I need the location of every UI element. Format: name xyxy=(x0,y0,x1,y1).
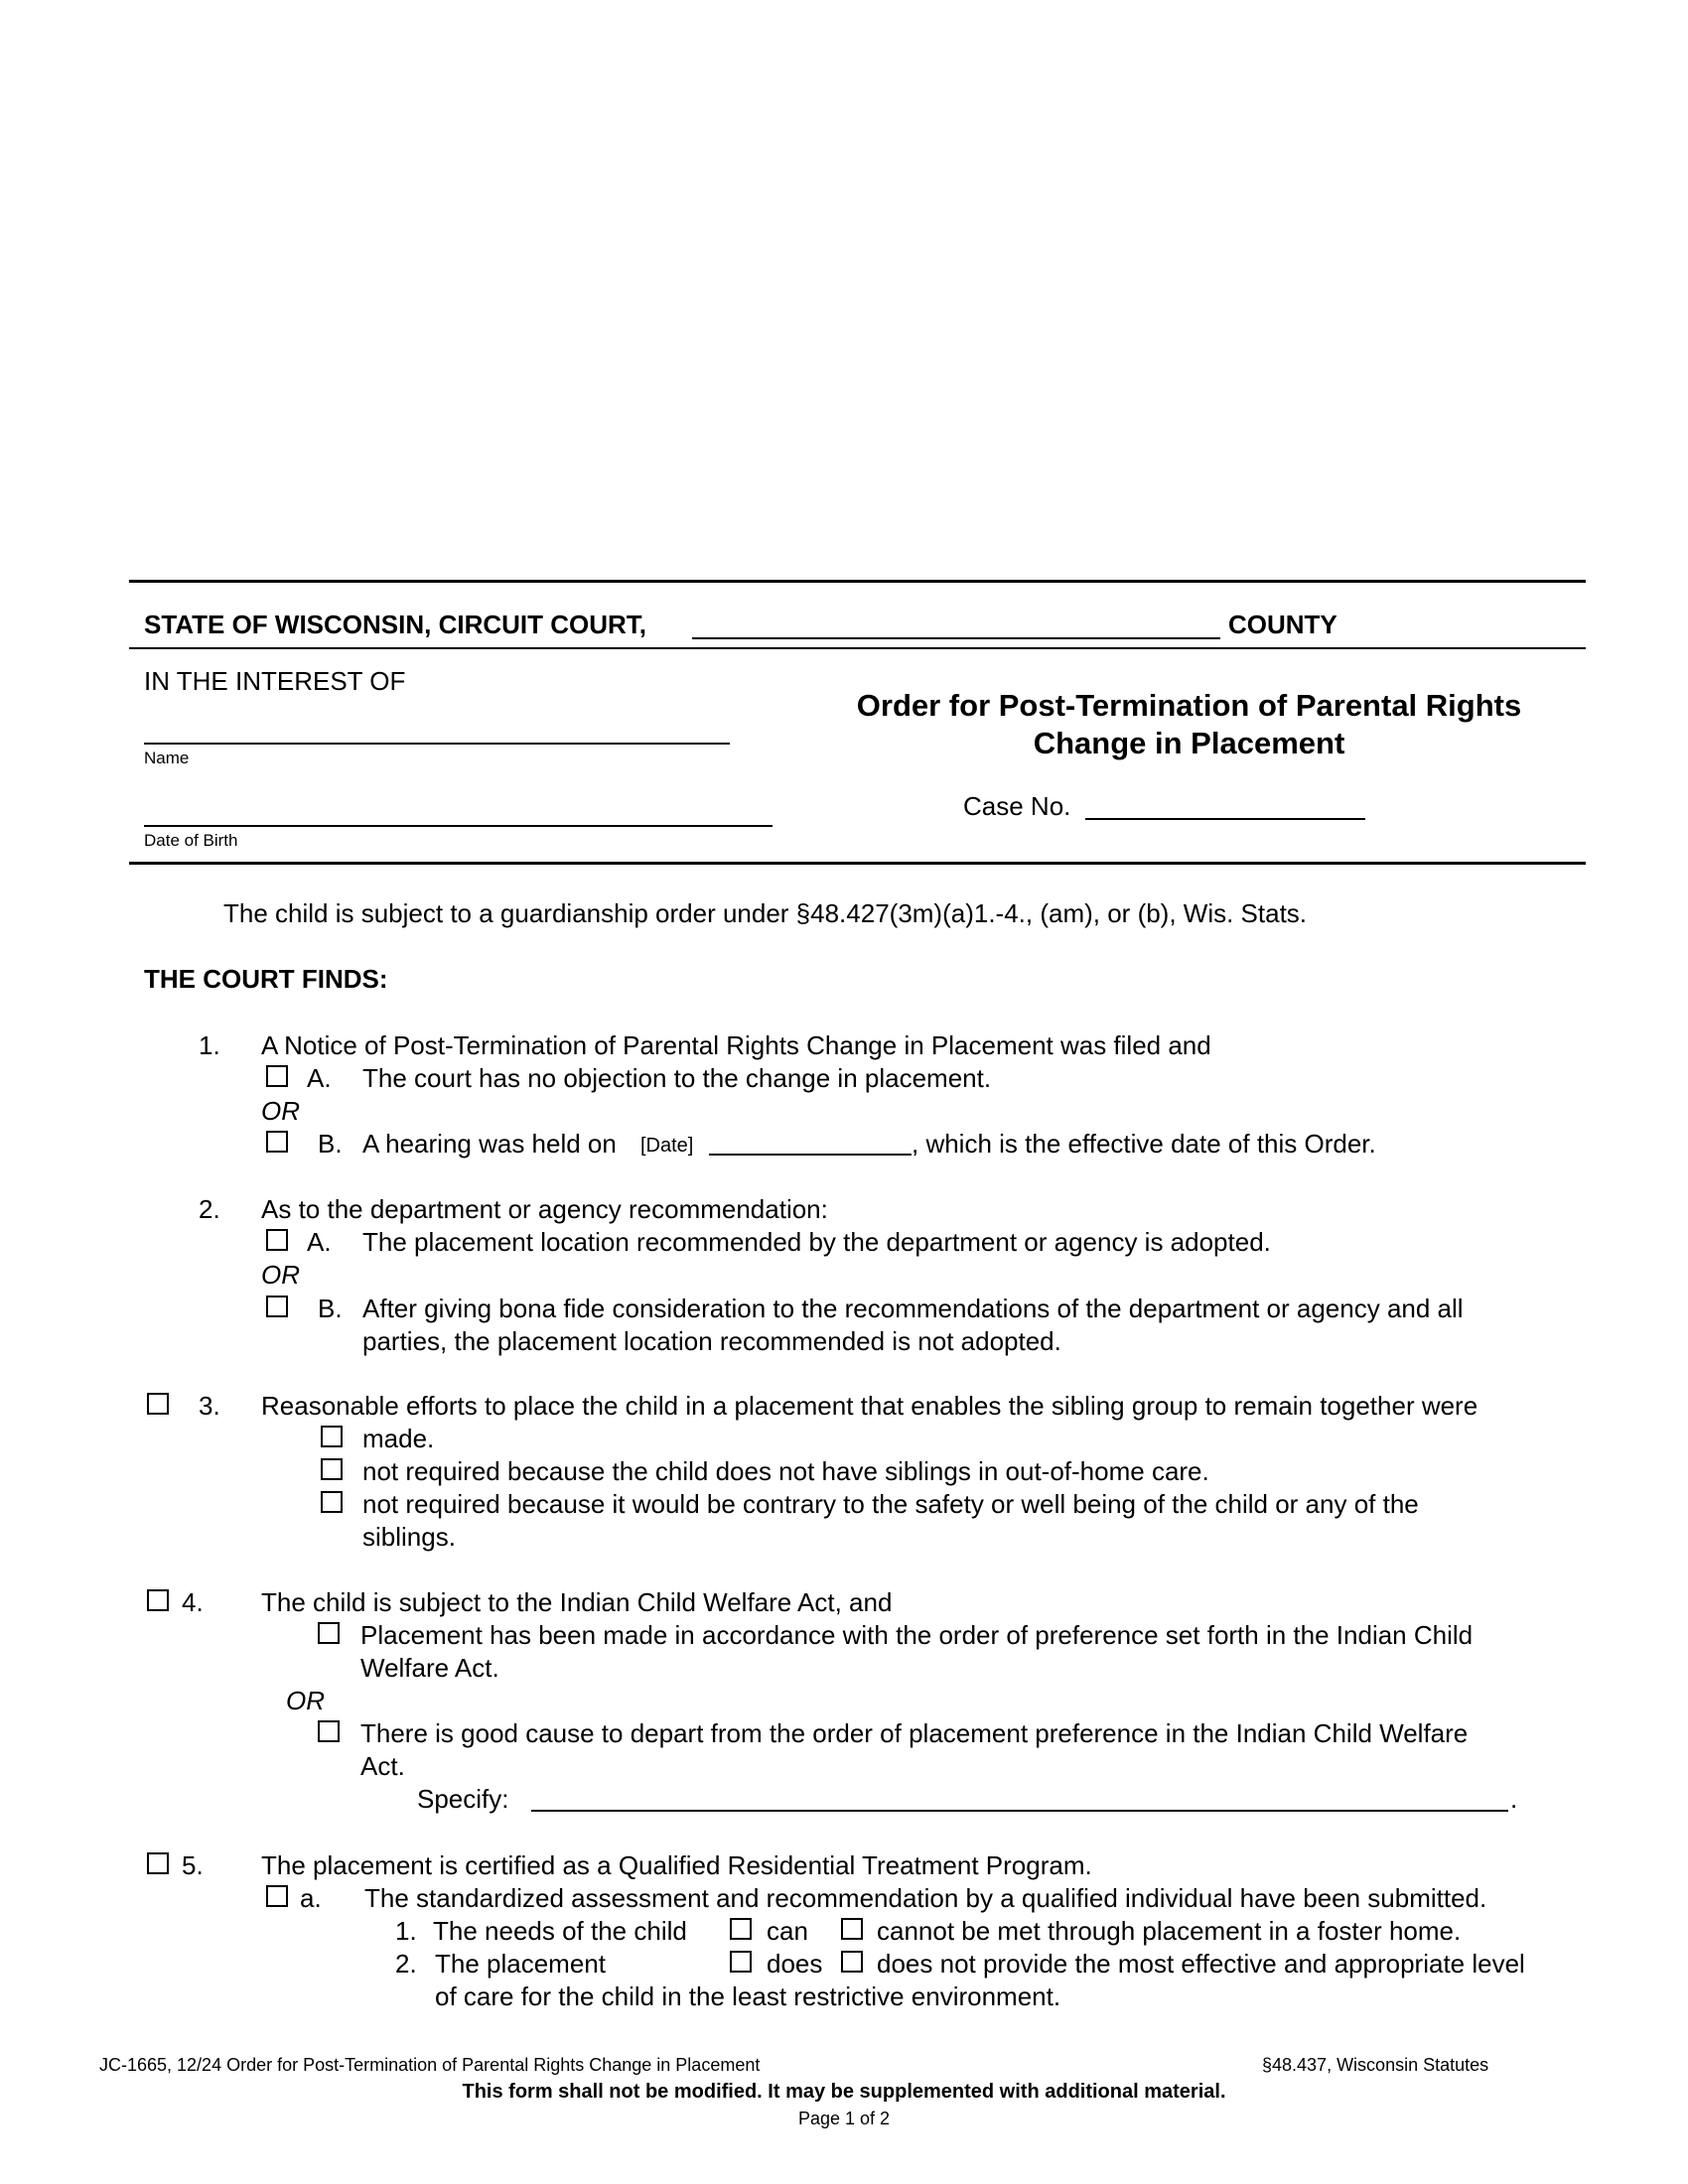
item5-sub1-number: 1. xyxy=(395,1916,417,1946)
item4-preference-text-line2: Welfare Act. xyxy=(360,1653,499,1683)
item5-sub2-does-checkbox[interactable] xyxy=(730,1951,752,1973)
case-no-label: Case No. xyxy=(963,791,1071,821)
item5-a-checkbox[interactable] xyxy=(266,1885,288,1907)
county-label: COUNTY xyxy=(1228,610,1337,639)
item5-a-letter: a. xyxy=(300,1883,322,1913)
item3-number: 3. xyxy=(199,1391,220,1421)
item4-specify-field[interactable] xyxy=(531,1810,1508,1812)
item3-no-siblings-text: not required because the child does not have siblings in out-of-home care. xyxy=(362,1456,1209,1486)
item1-hearing-date-field[interactable] xyxy=(709,1154,912,1156)
item5-sub2-does-not-label: does not provide the most effective and appropriate level xyxy=(877,1949,1525,1979)
item1-b-letter: B. xyxy=(318,1129,343,1159)
case-no-field[interactable] xyxy=(1085,818,1365,820)
item3-contrary-checkbox[interactable] xyxy=(321,1491,343,1513)
item3-no-siblings-checkbox[interactable] xyxy=(321,1458,343,1480)
dob-label: Date of Birth xyxy=(144,831,238,850)
item5-sub1-cannot-checkbox[interactable] xyxy=(841,1918,863,1940)
item3-text: Reasonable efforts to place the child in a placement that enables the sibling group to remain together were xyxy=(261,1391,1478,1421)
name-field[interactable] xyxy=(144,743,730,745)
county-field[interactable] xyxy=(692,637,1220,639)
item4-or: OR xyxy=(286,1686,325,1715)
item3-contrary-text-line1: not required because it would be contrary to the safety or well being of the child or any of the xyxy=(362,1489,1419,1519)
item5-text: The placement is certified as a Qualified Residential Treatment Program. xyxy=(261,1850,1092,1880)
item2-a-checkbox[interactable] xyxy=(266,1229,288,1251)
item2-b-checkbox[interactable] xyxy=(266,1296,288,1317)
item4-good-cause-text-line1: There is good cause to depart from the order of placement preference in the Indian Child Welfare xyxy=(360,1718,1469,1748)
name-label: Name xyxy=(144,749,190,767)
form-title-line1: Order for Post-Termination of Parental Rights xyxy=(856,688,1522,723)
dob-field[interactable] xyxy=(144,825,773,827)
item2-b-letter: B. xyxy=(318,1294,343,1323)
item5-sub2-does-label: does xyxy=(767,1949,823,1979)
item5-sub2-number: 2. xyxy=(395,1949,417,1979)
in-the-interest-of: IN THE INTEREST OF xyxy=(144,666,406,696)
item5-checkbox[interactable] xyxy=(147,1852,169,1874)
item1-b-text-end: , which is the effective date of this Order. xyxy=(912,1129,1376,1159)
footer-form-id: JC-1665, 12/24 Order for Post-Termination of Parental Rights Change in Placement xyxy=(99,2055,761,2075)
header-second-rule xyxy=(129,647,1586,649)
item1-a-checkbox[interactable] xyxy=(266,1065,288,1087)
form-title-line2: Change in Placement xyxy=(1033,726,1345,760)
item5-sub2-text: The placement xyxy=(435,1949,606,1979)
item4-preference-text-line1: Placement has been made in accordance with the order of preference set forth in the Indian Child xyxy=(360,1620,1474,1650)
item1-text: A Notice of Post-Termination of Parental Rights Change in Placement was filed and xyxy=(261,1030,1211,1060)
item1-a-letter: A. xyxy=(307,1063,332,1093)
footer-page-number: Page 1 of 2 xyxy=(797,2109,891,2128)
item2-b-text-line1: After giving bona fide consideration to the recommendations of the department or agency and all xyxy=(362,1294,1464,1323)
item3-checkbox[interactable] xyxy=(147,1393,169,1415)
item4-specify-period: . xyxy=(1510,1784,1518,1814)
item5-number: 5. xyxy=(182,1850,204,1880)
footer-notice: This form shall not be modified. It may be supplemented with additional material. xyxy=(462,2081,1226,2103)
court-finds-heading: THE COURT FINDS: xyxy=(144,964,388,994)
item3-contrary-text-line2: siblings. xyxy=(362,1522,456,1552)
item4-text: The child is subject to the Indian Child Welfare Act, and xyxy=(261,1587,893,1617)
item4-number: 4. xyxy=(182,1587,204,1617)
item5-a-text: The standardized assessment and recommendation by a qualified individual have been submitted. xyxy=(364,1883,1487,1913)
item1-b-text: A hearing was held on xyxy=(362,1129,617,1159)
item2-or: OR xyxy=(261,1260,300,1290)
item1-number: 1. xyxy=(199,1030,220,1060)
item5-sub2-does-not-checkbox[interactable] xyxy=(841,1951,863,1973)
item4-good-cause-text-line2: Act. xyxy=(360,1751,405,1781)
item5-sub1-cannot-label: cannot be met through placement in a foster home. xyxy=(877,1916,1462,1946)
item4-good-cause-checkbox[interactable] xyxy=(318,1720,340,1742)
item5-sub1-can-checkbox[interactable] xyxy=(730,1918,752,1940)
court-caption: STATE OF WISCONSIN, CIRCUIT COURT, xyxy=(144,610,647,639)
item2-a-letter: A. xyxy=(307,1227,332,1257)
item1-a-text: The court has no objection to the change in placement. xyxy=(362,1063,992,1093)
header-top-rule xyxy=(129,580,1586,583)
footer-statute: §48.437, Wisconsin Statutes xyxy=(1262,2055,1489,2075)
item1-or: OR xyxy=(261,1096,300,1126)
item2-a-text: The placement location recommended by the department or agency is adopted. xyxy=(362,1227,1271,1257)
header-bottom-rule xyxy=(129,862,1586,865)
item1-b-date-label: [Date] xyxy=(640,1135,694,1157)
item4-checkbox[interactable] xyxy=(147,1589,169,1611)
item2-number: 2. xyxy=(199,1194,220,1224)
item5-sub1-text: The needs of the child xyxy=(433,1916,687,1946)
item3-made-checkbox[interactable] xyxy=(321,1426,343,1447)
item3-made-text: made. xyxy=(362,1424,435,1453)
item2-b-text-line2: parties, the placement location recommended is not adopted. xyxy=(362,1326,1061,1356)
item2-text: As to the department or agency recommendation: xyxy=(261,1194,828,1224)
guardianship-statement: The child is subject to a guardianship order under §48.427(3m)(a)1.-4., (am), or (b), Wis. Stats. xyxy=(223,898,1308,928)
item5-sub2-text-line2: of care for the child in the least restrictive environment. xyxy=(435,1981,1061,2011)
item4-specify-label: Specify: xyxy=(417,1784,509,1814)
item1-b-checkbox[interactable] xyxy=(266,1131,288,1153)
item4-preference-checkbox[interactable] xyxy=(318,1622,340,1644)
item5-sub1-can-label: can xyxy=(767,1916,808,1946)
